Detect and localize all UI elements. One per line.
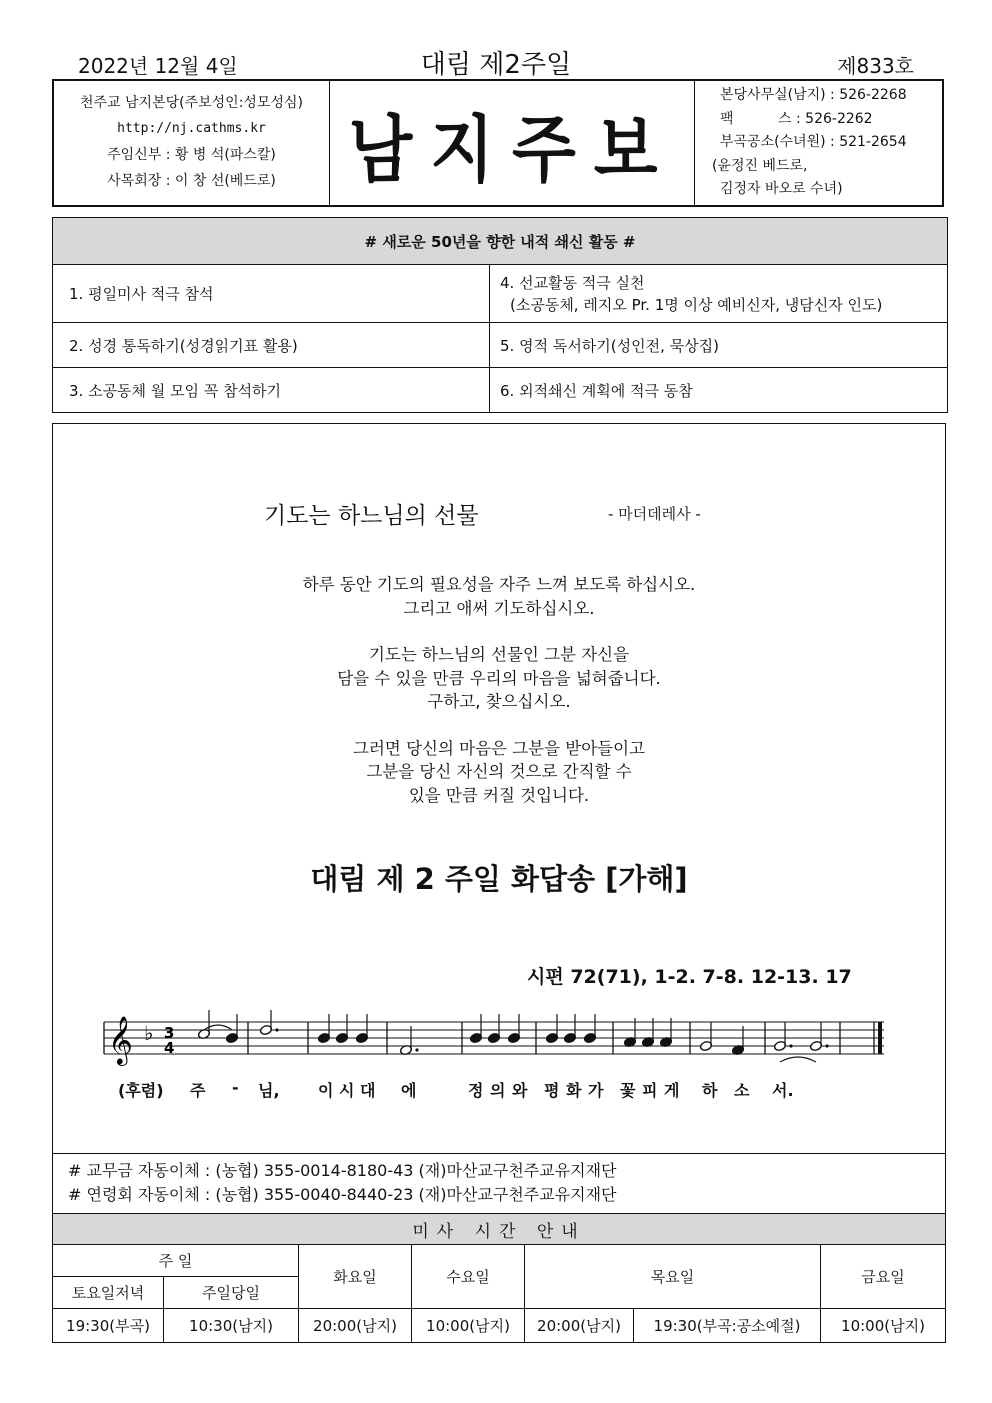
renewal-item-5: 5. 영적 독서하기(성인전, 묵상집) xyxy=(490,323,948,368)
col-friday: 금요일 xyxy=(821,1245,946,1309)
time-signature-top: 3 xyxy=(164,1024,175,1042)
renewal-item-3: 3. 소공동체 월 모임 꼭 참석하기 xyxy=(53,368,490,413)
poem-author: - 마더데레사 - xyxy=(608,505,701,523)
renewal-item-4-detail: (소공동체, 레지오 Pr. 1명 이상 예비신자, 냉담신자 인도) xyxy=(510,295,883,314)
lyric-syllable: 정 xyxy=(468,1081,484,1100)
poem-line: 담을 수 있을 만큼 우리의 마음을 넓혀줍니다. xyxy=(337,668,661,688)
pastor: 주임신부 : 황 병 석(파스칼) xyxy=(107,147,276,163)
mass-schedule-heading: 미사 시간 안내 xyxy=(53,1214,946,1245)
lyric-syllable: 화 xyxy=(566,1081,582,1100)
poem-line: 그분을 당신 자신의 것으로 간직할 수 xyxy=(366,762,632,781)
note-dot xyxy=(825,1044,828,1047)
liturgical-title: 대림 제2주일 xyxy=(420,50,572,80)
lyric-syllable: 서. xyxy=(772,1081,794,1100)
lyric-syllable: 시 xyxy=(339,1081,355,1100)
lyric-syllable: - xyxy=(232,1078,239,1097)
poem-title: 기도는 하느님의 선물 xyxy=(264,503,479,529)
contact-info xyxy=(694,81,942,205)
time-signature-bottom: 4 xyxy=(164,1039,175,1057)
poem-line: 하루 동안 기도의 필요성을 자주 느껴 보도록 하십시오. xyxy=(302,575,696,594)
lyric-syllable: 소 xyxy=(734,1081,750,1100)
mission-phone: 부곡공소(수녀원) : 521-2654 xyxy=(720,134,907,150)
col-saturday-evening: 토요일저녁 xyxy=(53,1277,164,1309)
time-thursday-1: 20:00(남지) xyxy=(525,1309,634,1343)
poem-line: 기도는 하느님의 선물인 그분 자신을 xyxy=(368,645,630,664)
poem-line: 그리고 애써 기도하십시오. xyxy=(403,598,595,618)
psalm-title: 대림 제 2 주일 화답송 [가해] xyxy=(310,862,688,896)
poem-line: 그러면 당신의 마음은 그분을 받아들이고 xyxy=(353,738,645,758)
note-dot xyxy=(275,1028,278,1031)
psalm-reference: 시편 72(71), 1-2. 7-8. 12-13. 17 xyxy=(527,966,852,988)
parish-name: 천주교 남지본당(주보성인:성모성심) xyxy=(80,95,303,111)
flat-icon: ♭ xyxy=(144,1021,154,1045)
issue-number: 제833호 xyxy=(837,54,914,78)
lyric-syllable: 이 xyxy=(318,1081,334,1100)
renewal-table xyxy=(52,217,948,413)
time-friday: 10:00(남지) xyxy=(821,1309,946,1343)
funeral-society-transfer: # 연령회 자동이체 : (농협) 355-0040-8440-23 (재)마산교구천주교유지재단 xyxy=(68,1185,617,1204)
lyric-syllable: 하 xyxy=(702,1081,718,1100)
nuns-line2: 김정자 바오로 수녀) xyxy=(720,181,843,197)
renewal-item-6: 6. 외적쇄신 계획에 적극 동참 xyxy=(490,368,948,413)
time-saturday: 19:30(부곡) xyxy=(53,1309,164,1343)
lyric-syllable: 게 xyxy=(664,1081,680,1100)
lyric-syllable: 대 xyxy=(360,1081,376,1100)
lyrics-line xyxy=(118,1078,818,1100)
time-tuesday: 20:00(남지) xyxy=(299,1309,412,1343)
col-thursday: 목요일 xyxy=(525,1245,821,1309)
col-wednesday: 수요일 xyxy=(412,1245,525,1309)
lyric-syllable: 주 xyxy=(190,1081,206,1100)
issue-date: 2022년 12월 4일 xyxy=(78,54,238,78)
slur xyxy=(204,1025,232,1030)
renewal-heading: # 새로운 50년을 향한 내적 쇄신 활동 # xyxy=(53,218,948,265)
col-sunday-day: 주일당일 xyxy=(164,1277,299,1309)
time-wednesday: 10:00(남지) xyxy=(412,1309,525,1343)
masthead-box xyxy=(330,81,695,205)
parish-url[interactable]: http://nj.cathms.kr xyxy=(117,121,266,136)
poem-body xyxy=(52,573,946,830)
lyric-syllable: 와 xyxy=(512,1081,528,1100)
lyric-syllable: 가 xyxy=(588,1081,604,1100)
poem-line: 있을 만큼 커질 것입니다. xyxy=(408,785,590,805)
renewal-item-1: 1. 평일미사 적극 참석 xyxy=(53,265,490,323)
office-phone: 본당사무실(남지) : 526-2268 xyxy=(720,87,907,103)
mass-schedule-table xyxy=(52,1213,946,1343)
parish-info xyxy=(54,81,330,205)
bulletin-header xyxy=(52,79,944,207)
renewal-item-4 xyxy=(490,265,948,323)
lyric-syllable: (후렴) xyxy=(118,1081,164,1100)
treble-clef-icon: 𝄞 xyxy=(108,1015,133,1064)
fax-number: 팩 스 : 526-2262 xyxy=(720,110,873,127)
lyric-syllable: 님, xyxy=(258,1081,280,1100)
note-dot xyxy=(789,1044,792,1047)
tithe-transfer: # 교무금 자동이체 : (농협) 355-0014-8180-43 (재)마산교구천주교유지재단 xyxy=(68,1161,617,1180)
divider xyxy=(52,1153,946,1154)
nuns-line1: (윤정진 베드로, xyxy=(712,157,808,174)
lyric-syllable: 꽃 xyxy=(620,1081,636,1100)
council-president: 사목회장 : 이 창 선(베드로) xyxy=(107,173,276,189)
masthead: 남지주보 xyxy=(348,106,676,192)
lyric-syllable: 의 xyxy=(490,1081,506,1100)
time-thursday-2: 19:30(부곡:공소예절) xyxy=(634,1309,821,1343)
lyric-syllable: 에 xyxy=(401,1081,417,1100)
renewal-item-2: 2. 성경 통독하기(성경읽기표 활용) xyxy=(53,323,490,368)
col-sunday: 주 일 xyxy=(53,1245,299,1277)
slur xyxy=(780,1057,816,1062)
music-staff xyxy=(100,1010,890,1074)
lyric-syllable: 피 xyxy=(642,1081,658,1100)
poem-line: 구하고, 찾으십시오. xyxy=(427,692,571,711)
lyric-syllable: 평 xyxy=(544,1081,560,1100)
col-tuesday: 화요일 xyxy=(299,1245,412,1309)
time-sunday: 10:30(남지) xyxy=(164,1309,299,1343)
renewal-item-4-title: 4. 선교활동 적극 실천 xyxy=(500,273,645,292)
note-dot xyxy=(415,1048,418,1051)
